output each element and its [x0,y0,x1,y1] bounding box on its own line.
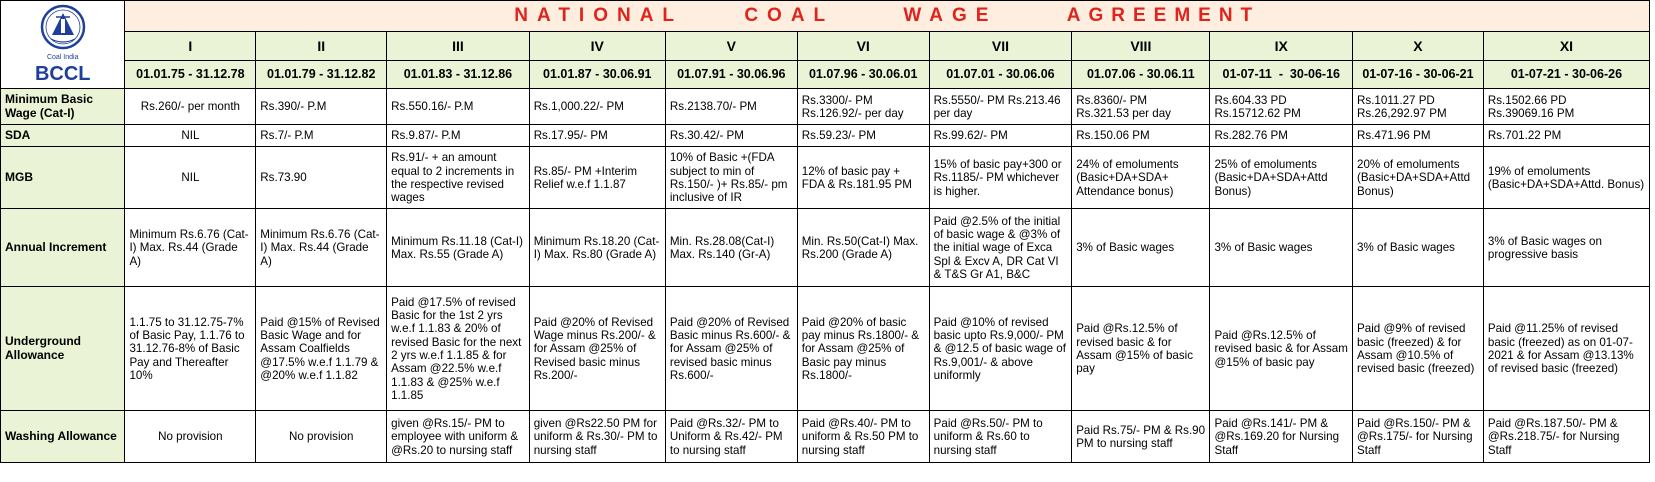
table-cell: Paid @15% of Revised Basic Wage and for Assam Coalfields @17.5% w.e.f 1.1.79 & @20% w.e.f 1.1.82 [256,287,387,411]
table-cell: 3% of Basic wages [1353,209,1484,287]
agreement-number: VIII [1072,32,1210,61]
table-cell: Rs.5550/- PM Rs.213.46 per day [929,89,1072,125]
table-cell: Rs.3300/- PM Rs.126.92/- per day [797,89,929,125]
table-cell: given @Rs22.50 PM for uniform & Rs.30/- PM to nursing staff [529,411,665,463]
agreement-period: 01-07-11 - 30-06-16 [1210,60,1353,89]
table-cell: Rs.150.06 PM [1072,125,1210,147]
table-cell: Rs.550.16/- P.M [387,89,530,125]
table-cell: 3% of Basic wages [1210,209,1353,287]
agreement-number: X [1353,32,1484,61]
table-cell: Paid @Rs.187.50/- PM & @Rs.218.75/- for Nursing Staff [1483,411,1649,463]
table-cell: Paid @17.5% of revised Basic for the 1st 2 yrs w.e.f 1.1.83 & 20% of revised Basic for the next 2 yrs w.e.f 1.1.85 & for Assam @22.5% w.e.f 1.1.83 & @25% w.e.f 1.1.85 [387,287,530,411]
table-cell: Paid @9% of revised basic (freezed) & for Assam @10.5% of revised basic (freezed) [1353,287,1484,411]
table-cell: 1.1.75 to 31.12.75-7% of Basic Pay, 1.1.76 to 31.12.76-8% of Basic Pay and Thereafter 10% [125,287,256,411]
agreement-number: XI [1483,32,1649,61]
table-cell: No provision [125,411,256,463]
table-cell: Paid Rs.75/- PM & Rs.90 PM to nursing staff [1072,411,1210,463]
table-cell: Paid @Rs.150/- PM & @Rs.175/- for Nursing Staff [1353,411,1484,463]
table-cell: 10% of Basic +(FDA subject to min of Rs.150/- )+ Rs.85/- pm inclusive of IR [665,147,797,209]
table-cell: Rs.1011.27 PD Rs.26,292.97 PM [1353,89,1484,125]
table-cell: Rs.73.90 [256,147,387,209]
page-title [125,1,1650,32]
table-cell: 12% of basic pay + FDA & Rs.181.95 PM [797,147,929,209]
title-word-3: WAGE [903,5,998,27]
agreement-number: II [256,32,387,61]
agreement-period: 01-07-21 - 30-06-26 [1483,60,1649,89]
row-label: MGB [1,147,125,209]
row-label: Annual Increment [1,209,125,287]
table-cell: Rs.1502.66 PD Rs.39069.16 PM [1483,89,1649,125]
table-cell: 20% of emoluments (Basic+DA+SDA+Attd Bonus) [1353,147,1484,209]
table-cell: Rs.8360/- PM Rs.321.53 per day [1072,89,1210,125]
table-cell: Paid @20% of Revised Basic minus Rs.600/- & for Assam @25% of revised basic minus Rs.600/- [665,287,797,411]
table-cell: Rs.99.62/- PM [929,125,1072,147]
table-cell: Paid @Rs.50/- PM to uniform & Rs.60 to nursing staff [929,411,1072,463]
title-word-4: AGREEMENT [1066,5,1261,27]
table-row [1,287,1650,411]
table-cell: Paid @Rs.40/- PM to uniform & Rs.50 PM to nursing staff [797,411,929,463]
table-cell: Rs.701.22 PM [1483,125,1649,147]
table-cell: 25% of emoluments (Basic+DA+SDA+Attd Bonus) [1210,147,1353,209]
title-word-2: COAL [744,5,835,27]
table-cell: Paid @10% of revised basic upto Rs.9,000/- PM & @12.5 of basic wage of Rs.9,001/- & above uniformly [929,287,1072,411]
table-cell: Minimum Rs.18.20 (Cat-I) Max. Rs.80 (Grade A) [529,209,665,287]
table-cell: given @Rs.15/- PM to employee with uniform & @Rs.20 to nursing staff [387,411,530,463]
table-cell: 19% of emoluments (Basic+DA+SDA+Attd. Bonus) [1483,147,1649,209]
table-cell: Paid @11.25% of revised basic (freezed) as on 01-07-2021 & for Assam @13.13% of revised basic (freezed) [1483,287,1649,411]
table-cell: Rs.471.96 PM [1353,125,1484,147]
agreement-number: I [125,32,256,61]
table-cell: Minimum Rs.11.18 (Cat-I) Max. Rs.55 (Grade A) [387,209,530,287]
agreement-period: 01.01.83 - 31.12.86 [387,60,530,89]
agreement-number: VI [797,32,929,61]
table-cell: Paid @Rs.12.5% of revised basic & for Assam @15% of basic pay [1210,287,1353,411]
agreement-number: III [387,32,530,61]
table-body [1,89,1650,463]
table-cell: Rs.91/- + an amount equal to 2 increments in the respective revised wages [387,147,530,209]
table-cell: Rs.17.95/- PM [529,125,665,147]
agreement-period: 01.07.91 - 30.06.96 [665,60,797,89]
table-cell: NIL [125,147,256,209]
table-row [1,209,1650,287]
table-cell: Rs.30.42/- PM [665,125,797,147]
table-cell: Min. Rs.28.08(Cat-I) Max. Rs.140 (Gr-A) [665,209,797,287]
table-cell: Rs.390/- P.M [256,89,387,125]
table-cell: NIL [125,125,256,147]
table-row [1,125,1650,147]
table-cell: Rs.282.76 PM [1210,125,1353,147]
period-header-row [1,60,1650,89]
table-cell: 3% of Basic wages [1072,209,1210,287]
table-cell: Rs.2138.70/- PM [665,89,797,125]
title-word-1: NATIONAL [514,5,684,27]
table-cell: 24% of emoluments (Basic+DA+SDA+ Attendance bonus) [1072,147,1210,209]
row-label: Minimum Basic Wage (Cat-I) [1,89,125,125]
table-cell: Rs.59.23/- PM [797,125,929,147]
table-cell: Paid @2.5% of the initial of basic wage & @3% of the initial wage of Exca Spl & Excv A, DR Cat VI & T&S Gr A1, B&C [929,209,1072,287]
table-cell: No provision [256,411,387,463]
table-row [1,89,1650,125]
agreement-period: 01.07.01 - 30.06.06 [929,60,1072,89]
table-cell: Minimum Rs.6.76 (Cat-I) Max. Rs.44 (Grade A) [125,209,256,287]
row-label: Underground Allowance [1,287,125,411]
agreement-period: 01-07-16 - 30-06-21 [1353,60,1484,89]
table-row [1,411,1650,463]
table-cell: 15% of basic pay+300 or Rs.1185/- PM whichever is higher. [929,147,1072,209]
table-row [1,147,1650,209]
org-name: BCCL [34,63,91,86]
table-cell: Minimum Rs.6.76 (Cat-I) Max. Rs.44 (Grade A) [256,209,387,287]
agreement-number: V [665,32,797,61]
row-label: SDA [1,125,125,147]
roman-header-row [1,32,1650,61]
table-cell: 3% of Basic wages on progressive basis [1483,209,1649,287]
agreement-period: 01.01.79 - 31.12.82 [256,60,387,89]
table-cell: Rs.85/- PM +Interim Relief w.e.f 1.1.87 [529,147,665,209]
logo-cell [1,1,125,89]
table-cell: Min. Rs.50(Cat-I) Max. Rs.200 (Grade A) [797,209,929,287]
agreement-number: VII [929,32,1072,61]
table-cell: Paid @Rs.32/- PM to Uniform & Rs.42/- PM to nursing staff [665,411,797,463]
table-cell: Paid @Rs.141/- PM & @Rs.169.20 for Nursing Staff [1210,411,1353,463]
title-row [1,1,1650,32]
table-cell: Paid @20% of basic pay minus Rs.1800/- & for Assam @25% of Basic pay minus Rs.1800/- [797,287,929,411]
row-label: Washing Allowance [1,411,125,463]
table-cell: Paid @Rs.12.5% of revised basic & for Assam @15% of basic pay [1072,287,1210,411]
agreement-period: 01.01.87 - 30.06.91 [529,60,665,89]
table-cell: Rs.1,000.22/- PM [529,89,665,125]
table-cell: Paid @20% of Revised Wage minus Rs.200/- & for Assam @25% of Revised basic minus Rs.200/- [529,287,665,411]
table-cell: Rs.604.33 PD Rs.15712.62 PM [1210,89,1353,125]
coal-india-logo-icon [36,3,90,55]
table-cell: Rs.260/- per month [125,89,256,125]
table-cell: Rs.7/- P.M [256,125,387,147]
logo-caption: Coal India [46,54,79,62]
agreement-period: 01.01.75 - 31.12.78 [125,60,256,89]
agreement-period: 01.07.06 - 30.06.11 [1072,60,1210,89]
agreement-number: IX [1210,32,1353,61]
agreement-number: IV [529,32,665,61]
table-cell: Rs.9.87/- P.M [387,125,530,147]
agreement-period: 01.07.96 - 30.06.01 [797,60,929,89]
